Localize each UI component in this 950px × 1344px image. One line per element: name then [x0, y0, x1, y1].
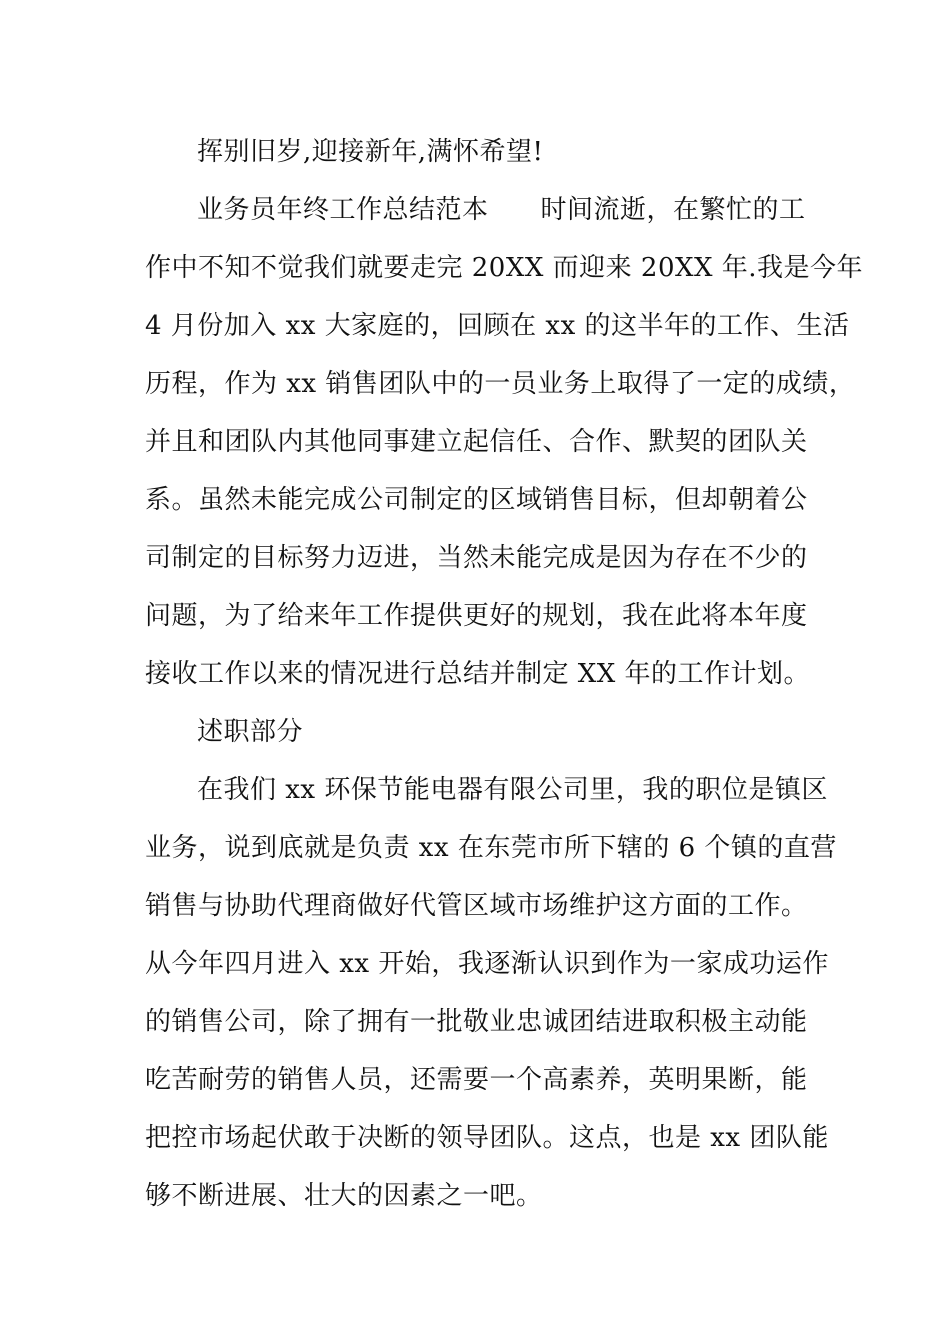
document-title: 业务员年终工作总结范本 [197, 195, 489, 225]
intro-line: 问题，为了给来年工作提供更好的规划，我在此将本年度 [145, 601, 808, 631]
intro-line: 历程，作为 xx 销售团队中的一员业务上取得了一定的成绩， [145, 369, 856, 399]
intro-line: 4 月份加入 xx 大家庭的，回顾在 xx 的这半年的工作、生活 [145, 311, 850, 341]
intro-line: 系。虽然未能完成公司制定的区域销售目标，但却朝着公 [145, 485, 808, 515]
intro-line: 司制定的目标努力迈进，当然未能完成是因为存在不少的 [145, 543, 808, 573]
body-line: 业务，说到底就是负责 xx 在东莞市所下辖的 6 个镇的直营 [145, 833, 837, 863]
body-line: 从今年四月进入 xx 开始，我逐渐认识到作为一家成功运作 [145, 949, 829, 979]
body-line: 的销售公司，除了拥有一批敬业忠诚团结进取积极主动能 [145, 1007, 808, 1037]
intro-line: 作中不知不觉我们就要走完 20XX 而迎来 20XX 年.我是今年 [145, 253, 864, 283]
intro-line: 并且和团队内其他同事建立起信任、合作、默契的团队关 [145, 427, 808, 457]
body-line: 把控市场起伏敢于决断的领导团队。这点，也是 xx 团队能 [145, 1123, 829, 1153]
intro-line: 时间流逝，在繁忙的工 [540, 195, 806, 225]
greeting-line: 挥别旧岁,迎接新年,满怀希望! [197, 137, 544, 167]
body-line: 销售与协助代理商做好代管区域市场维护这方面的工作。 [145, 891, 808, 921]
body-line: 吃苦耐劳的销售人员，还需要一个高素养，英明果断，能 [145, 1065, 808, 1095]
section-heading: 述职部分 [197, 717, 304, 747]
intro-first-line [197, 190, 887, 230]
body-line: 够不断进展、壮大的因素之一吧。 [145, 1181, 543, 1211]
body-line: 在我们 xx 环保节能电器有限公司里，我的职位是镇区 [197, 775, 828, 805]
intro-line: 接收工作以来的情况进行总结并制定 XX 年的工作计划。 [145, 659, 811, 689]
